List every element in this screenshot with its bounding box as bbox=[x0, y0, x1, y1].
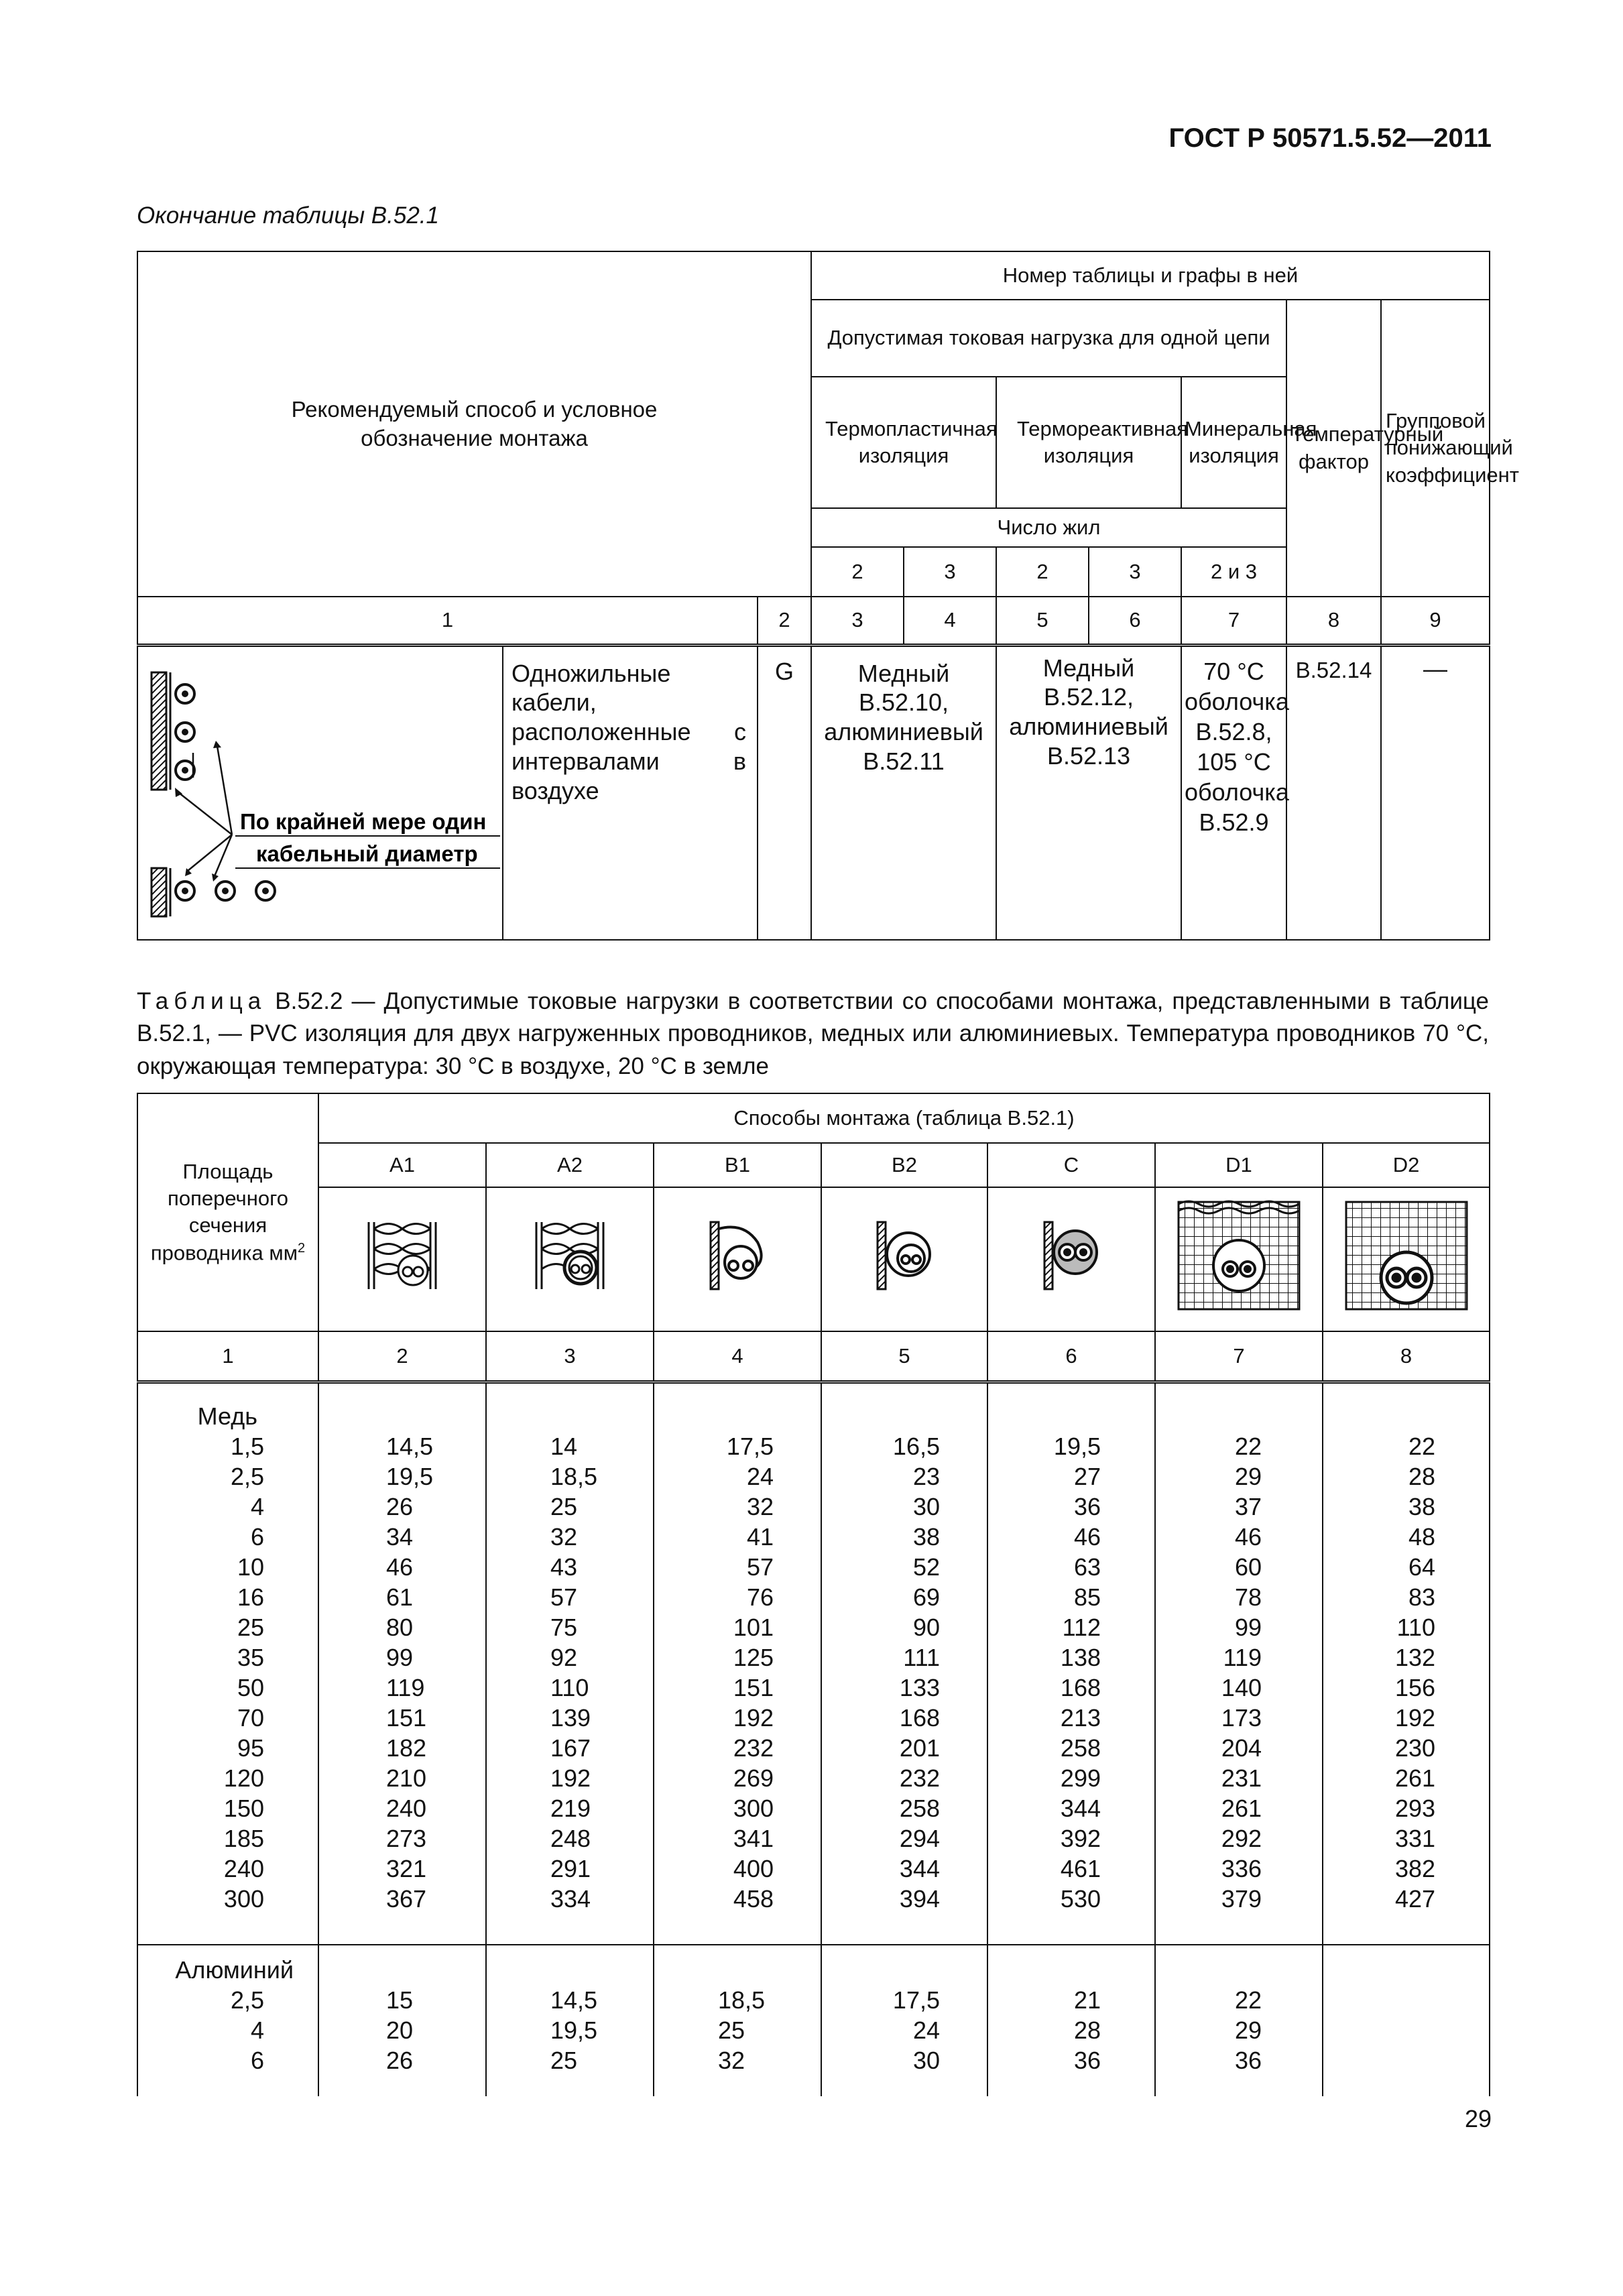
current-value bbox=[1323, 2045, 1489, 2075]
current-value: 344 bbox=[1060, 1794, 1101, 1822]
method-icon-b1 bbox=[654, 1187, 821, 1331]
current-value: 60 bbox=[1234, 1553, 1262, 1581]
current-value: 248 bbox=[550, 1824, 591, 1852]
method-label: C bbox=[987, 1143, 1155, 1187]
size-value: 2,5 bbox=[230, 1462, 264, 1490]
current-value: 192 bbox=[1394, 1703, 1436, 1732]
current-value: 230 bbox=[1394, 1734, 1436, 1762]
current-value: 17,5 bbox=[892, 1986, 940, 2014]
figure-note: кабельный диаметр bbox=[256, 841, 478, 866]
col-num: 3 bbox=[811, 597, 904, 645]
current-value: 25 bbox=[718, 2016, 745, 2044]
caption-text: В.52.2 — Допустимые токовые нагрузки в соответствии со способами монтажа, представленными в таблице В.52.1, — PVC изоляция для двух нагруженных проводников, медных или алюминиевых. Температура проводников 70 °С, окружающая температура: 30 °С в воздухе, 20 °С в земле bbox=[137, 988, 1489, 1079]
current-value: 99 bbox=[386, 1643, 414, 1671]
current-value: 22 bbox=[1408, 1432, 1436, 1460]
current-value: 379 bbox=[1221, 1884, 1262, 1913]
current-value: 110 bbox=[550, 1673, 589, 1701]
current-value: 293 bbox=[1394, 1794, 1436, 1822]
current-value: 530 bbox=[1060, 1884, 1101, 1913]
current-value: 119 bbox=[1223, 1643, 1262, 1671]
current-value: 344 bbox=[899, 1854, 940, 1882]
copper-col-c bbox=[987, 1382, 1155, 1945]
size-value: 25 bbox=[237, 1613, 264, 1641]
current-value: 112 bbox=[1062, 1613, 1101, 1641]
size-list bbox=[138, 1985, 318, 2075]
current-value: 76 bbox=[746, 1583, 774, 1611]
method-code: G bbox=[758, 645, 811, 940]
alu-col-c bbox=[987, 1945, 1155, 2096]
col-num: 8 bbox=[1286, 597, 1381, 645]
current-value: 16,5 bbox=[892, 1432, 940, 1460]
col-num: 4 bbox=[904, 597, 996, 645]
current-value: 32 bbox=[550, 1522, 578, 1551]
cores-value: 2 и 3 bbox=[1181, 547, 1286, 597]
a2-icon bbox=[530, 1215, 610, 1296]
method-label: B2 bbox=[821, 1143, 987, 1187]
size-value: 150 bbox=[223, 1794, 264, 1822]
size-value: 240 bbox=[223, 1854, 264, 1882]
col-num: 1 bbox=[137, 597, 758, 645]
area-header-sup: 2 bbox=[298, 1240, 306, 1256]
current-value: 18,5 bbox=[718, 1986, 766, 2014]
copper-col-b1 bbox=[654, 1382, 821, 1945]
size-value: 6 bbox=[250, 1522, 264, 1551]
method-label: B1 bbox=[654, 1143, 821, 1187]
current-value: 14,5 bbox=[386, 1432, 434, 1460]
current-value: 269 bbox=[733, 1764, 774, 1792]
size-value: 70 bbox=[237, 1703, 264, 1732]
copper-col-d2 bbox=[1323, 1382, 1490, 1945]
current-value: 21 bbox=[1073, 1986, 1101, 2014]
current-value: 26 bbox=[386, 2047, 414, 2074]
current-value: 321 bbox=[386, 1854, 427, 1882]
size-value: 50 bbox=[237, 1673, 264, 1701]
current-value: 182 bbox=[386, 1734, 427, 1762]
method-icon-b2 bbox=[821, 1187, 987, 1331]
mineral-header: Минеральная изоляция bbox=[1181, 377, 1286, 508]
b1-icon bbox=[697, 1215, 778, 1296]
method-icon-d1 bbox=[1155, 1187, 1323, 1331]
standard-number: ГОСТ Р 50571.5.52—2011 bbox=[1168, 123, 1492, 153]
current-value: 46 bbox=[1234, 1522, 1262, 1551]
current-value: 294 bbox=[899, 1824, 940, 1852]
current-value: 111 bbox=[903, 1643, 940, 1671]
current-value: 99 bbox=[1234, 1613, 1262, 1641]
current-value: 341 bbox=[733, 1824, 774, 1852]
table-b52-1-end bbox=[137, 251, 1519, 941]
current-value: 27 bbox=[1073, 1462, 1101, 1490]
current-value: 331 bbox=[1394, 1824, 1436, 1852]
cores-value: 2 bbox=[811, 547, 904, 597]
method-label: A2 bbox=[486, 1143, 654, 1187]
current-value bbox=[1323, 2015, 1489, 2045]
temp-factor-ref: В.52.14 bbox=[1286, 645, 1381, 940]
cores-value: 3 bbox=[904, 547, 996, 597]
thermoset-ref: Медный В.52.12, алюминиевый В.52.13 bbox=[996, 645, 1181, 940]
current-value: 24 bbox=[746, 1462, 774, 1490]
table-b52-2 bbox=[137, 1093, 1490, 2096]
size-value: 300 bbox=[223, 1884, 264, 1913]
current-value: 201 bbox=[899, 1734, 940, 1762]
current-value: 69 bbox=[912, 1583, 940, 1611]
size-list bbox=[138, 1431, 318, 1914]
group-header: Номер таблицы и графы в ней bbox=[811, 251, 1490, 300]
alu-col-b2 bbox=[821, 1945, 987, 2096]
method-icon-d2 bbox=[1323, 1187, 1490, 1331]
method-icon-a2 bbox=[486, 1187, 654, 1331]
size-value: 1,5 bbox=[230, 1432, 264, 1460]
current-value: 300 bbox=[733, 1794, 774, 1822]
col-num: 2 bbox=[318, 1331, 486, 1382]
area-header bbox=[137, 1093, 318, 1331]
current-value: 85 bbox=[1073, 1583, 1101, 1611]
current-value: 461 bbox=[1060, 1854, 1101, 1882]
d1-icon bbox=[1175, 1199, 1303, 1313]
current-value: 119 bbox=[386, 1673, 425, 1701]
thermoplastic-header: Термопластичная изоляция bbox=[811, 377, 996, 508]
current-value: 273 bbox=[386, 1824, 427, 1852]
col-num: 4 bbox=[654, 1331, 821, 1382]
current-value: 132 bbox=[1394, 1643, 1436, 1671]
current-value: 57 bbox=[746, 1553, 774, 1581]
current-value: 48 bbox=[1408, 1522, 1436, 1551]
current-value: 29 bbox=[1234, 1462, 1262, 1490]
current-value: 168 bbox=[1060, 1673, 1101, 1701]
current-value: 240 bbox=[386, 1794, 427, 1822]
current-value: 20 bbox=[386, 2016, 414, 2044]
copper-col-b2 bbox=[821, 1382, 987, 1945]
method-label: D2 bbox=[1323, 1143, 1490, 1187]
current-value: 38 bbox=[912, 1522, 940, 1551]
current-value: 173 bbox=[1221, 1703, 1262, 1732]
current-value: 29 bbox=[1234, 2016, 1262, 2044]
col-num: 7 bbox=[1181, 597, 1286, 645]
current-value: 204 bbox=[1221, 1734, 1262, 1762]
method-header: Рекомендуемый способ и условное обозначение монтажа bbox=[137, 251, 811, 597]
thermoplastic-ref: Медный В.52.10, алюминиевый В.52.11 bbox=[811, 645, 996, 940]
current-value: 52 bbox=[912, 1553, 940, 1581]
current-value: 57 bbox=[550, 1583, 578, 1611]
current-value: 261 bbox=[1221, 1794, 1262, 1822]
method-icon-c bbox=[987, 1187, 1155, 1331]
size-value: 2,5 bbox=[230, 1986, 264, 2014]
current-value: 19,5 bbox=[386, 1462, 434, 1490]
current-value: 15 bbox=[386, 1986, 414, 2014]
current-value: 138 bbox=[1060, 1643, 1101, 1671]
current-value: 258 bbox=[899, 1794, 940, 1822]
current-value: 41 bbox=[746, 1522, 774, 1551]
current-value: 46 bbox=[386, 1553, 414, 1581]
size-value: 16 bbox=[237, 1583, 264, 1611]
current-value: 64 bbox=[1408, 1553, 1436, 1581]
col-num: 1 bbox=[137, 1331, 318, 1382]
thermoset-header: Термореактивная изоляция bbox=[996, 377, 1181, 508]
current-value: 382 bbox=[1394, 1854, 1436, 1882]
alu-col-a1 bbox=[318, 1945, 486, 2096]
current-value: 232 bbox=[733, 1734, 774, 1762]
size-value: 6 bbox=[250, 2047, 264, 2074]
current-value: 427 bbox=[1394, 1884, 1436, 1913]
current-value: 46 bbox=[1073, 1522, 1101, 1551]
current-value: 392 bbox=[1060, 1824, 1101, 1852]
current-value: 151 bbox=[733, 1673, 774, 1701]
current-value: 219 bbox=[550, 1794, 591, 1822]
current-value: 19,5 bbox=[1053, 1432, 1101, 1460]
copper-col-a2 bbox=[486, 1382, 654, 1945]
current-value: 90 bbox=[912, 1613, 940, 1641]
current-value: 231 bbox=[1221, 1764, 1262, 1792]
alu-sizes bbox=[137, 1945, 318, 2096]
current-value: 394 bbox=[899, 1884, 940, 1913]
area-header-text: Площадь поперечного сечения проводника мм bbox=[150, 1159, 298, 1264]
current-value bbox=[1323, 1985, 1489, 2015]
current-value: 232 bbox=[899, 1764, 940, 1792]
current-value: 36 bbox=[1073, 1492, 1101, 1520]
col-num: 5 bbox=[821, 1331, 987, 1382]
current-value: 258 bbox=[1060, 1734, 1101, 1762]
table-caption bbox=[137, 985, 1489, 1083]
alu-col-a2 bbox=[486, 1945, 654, 2096]
current-value: 261 bbox=[1394, 1764, 1436, 1792]
current-value: 140 bbox=[1221, 1673, 1262, 1701]
current-value: 458 bbox=[733, 1884, 774, 1913]
size-value: 120 bbox=[223, 1764, 264, 1792]
cores-header: Число жил bbox=[811, 508, 1286, 547]
current-value: 36 bbox=[1234, 2047, 1262, 2074]
size-value: 10 bbox=[237, 1553, 264, 1581]
col-num: 9 bbox=[1381, 597, 1490, 645]
current-value: 156 bbox=[1394, 1673, 1436, 1701]
current-value: 167 bbox=[550, 1734, 591, 1762]
copper-label: Медь bbox=[197, 1402, 257, 1430]
current-value: 92 bbox=[550, 1643, 578, 1671]
page-number: 29 bbox=[1464, 2105, 1492, 2132]
copper-col-d1 bbox=[1155, 1382, 1323, 1945]
current-value: 168 bbox=[899, 1703, 940, 1732]
current-value: 210 bbox=[386, 1764, 427, 1792]
installation-figure bbox=[137, 645, 503, 940]
current-value: 36 bbox=[1073, 2047, 1101, 2074]
table-continuation-title: Окончание таблицы В.52.1 bbox=[137, 202, 440, 229]
group-coef-ref: — bbox=[1381, 645, 1490, 940]
size-value: 4 bbox=[250, 1492, 264, 1520]
current-value: 213 bbox=[1060, 1703, 1101, 1732]
current-value: 192 bbox=[733, 1703, 774, 1732]
size-value: 95 bbox=[237, 1734, 264, 1762]
current-value: 291 bbox=[550, 1854, 591, 1882]
current-value: 292 bbox=[1221, 1824, 1262, 1852]
figure-note: По крайней мере один bbox=[240, 808, 487, 834]
temp-factor-header: Температурный фактор bbox=[1286, 300, 1381, 597]
current-value: 43 bbox=[550, 1553, 578, 1581]
current-value: 30 bbox=[912, 1492, 940, 1520]
current-value: 83 bbox=[1408, 1583, 1436, 1611]
copper-sizes bbox=[137, 1382, 318, 1945]
current-value: 336 bbox=[1221, 1854, 1262, 1882]
method-icon-a1 bbox=[318, 1187, 486, 1331]
col-num: 2 bbox=[758, 597, 811, 645]
current-value: 22 bbox=[1234, 1432, 1262, 1460]
c-icon bbox=[1031, 1215, 1111, 1296]
current-value: 19,5 bbox=[550, 2016, 598, 2044]
size-value: 4 bbox=[250, 2016, 264, 2044]
current-value: 24 bbox=[912, 2016, 940, 2044]
current-value: 334 bbox=[550, 1884, 591, 1913]
method-label: D1 bbox=[1155, 1143, 1323, 1187]
size-value: 185 bbox=[223, 1824, 264, 1852]
current-value: 125 bbox=[733, 1643, 774, 1671]
col-num: 7 bbox=[1155, 1331, 1323, 1382]
copper-col-a1 bbox=[318, 1382, 486, 1945]
current-value: 34 bbox=[386, 1522, 414, 1551]
current-value: 75 bbox=[550, 1613, 578, 1641]
current-value: 101 bbox=[733, 1613, 774, 1641]
cores-value: 2 bbox=[996, 547, 1089, 597]
methods-header: Способы монтажа (таблица В.52.1) bbox=[318, 1093, 1490, 1143]
method-description: Одножильные кабели, расположенные с интервалами в воздухе bbox=[503, 645, 758, 940]
current-value: 63 bbox=[1073, 1553, 1101, 1581]
current-value: 80 bbox=[386, 1613, 414, 1641]
current-value: 38 bbox=[1408, 1492, 1436, 1520]
group-coef-header: Групповой понижающий коэффициент bbox=[1381, 300, 1490, 597]
current-value: 37 bbox=[1234, 1492, 1262, 1520]
mineral-ref: 70 °С оболочка В.52.8, 105 °С оболочка В.52.9 bbox=[1181, 645, 1286, 940]
current-value: 32 bbox=[718, 2047, 745, 2074]
col-num: 6 bbox=[987, 1331, 1155, 1382]
current-value: 25 bbox=[550, 1492, 578, 1520]
current-value: 17,5 bbox=[726, 1432, 774, 1460]
current-value: 30 bbox=[912, 2047, 940, 2074]
alu-col-d2 bbox=[1323, 1945, 1490, 2096]
current-value: 400 bbox=[733, 1854, 774, 1882]
current-value: 192 bbox=[550, 1764, 591, 1792]
current-value: 18,5 bbox=[550, 1462, 598, 1490]
current-value: 32 bbox=[746, 1492, 774, 1520]
current-value: 14 bbox=[550, 1432, 578, 1460]
current-value: 14,5 bbox=[550, 1986, 598, 2014]
current-value: 25 bbox=[550, 2047, 578, 2074]
current-value: 28 bbox=[1408, 1462, 1436, 1490]
method-label: A1 bbox=[318, 1143, 486, 1187]
current-value: 151 bbox=[386, 1703, 427, 1732]
current-value: 299 bbox=[1060, 1764, 1101, 1792]
col-num: 6 bbox=[1089, 597, 1181, 645]
current-value: 61 bbox=[386, 1583, 414, 1611]
current-value: 22 bbox=[1234, 1986, 1262, 2014]
current-value: 28 bbox=[1073, 2016, 1101, 2044]
load-header: Допустимая токовая нагрузка для одной цепи bbox=[811, 300, 1286, 377]
current-value: 110 bbox=[1396, 1613, 1436, 1641]
spaced-cables-diagram bbox=[138, 647, 500, 939]
alu-col-d1 bbox=[1155, 1945, 1323, 2096]
current-value: 26 bbox=[386, 1492, 414, 1520]
current-value: 78 bbox=[1234, 1583, 1262, 1611]
col-num: 8 bbox=[1323, 1331, 1490, 1382]
size-value: 35 bbox=[237, 1643, 264, 1671]
alu-label: Алюминий bbox=[175, 1956, 294, 1984]
d2-icon bbox=[1343, 1199, 1470, 1313]
a1-icon bbox=[362, 1215, 442, 1296]
current-value: 23 bbox=[912, 1462, 940, 1490]
current-value: 367 bbox=[386, 1884, 427, 1913]
alu-col-b1 bbox=[654, 1945, 821, 2096]
col-num: 3 bbox=[486, 1331, 654, 1382]
caption-label: Таблица bbox=[137, 988, 267, 1014]
b2-icon bbox=[864, 1215, 945, 1296]
current-value: 133 bbox=[899, 1673, 940, 1701]
cores-value: 3 bbox=[1089, 547, 1181, 597]
col-num: 5 bbox=[996, 597, 1089, 645]
current-value: 139 bbox=[550, 1703, 591, 1732]
